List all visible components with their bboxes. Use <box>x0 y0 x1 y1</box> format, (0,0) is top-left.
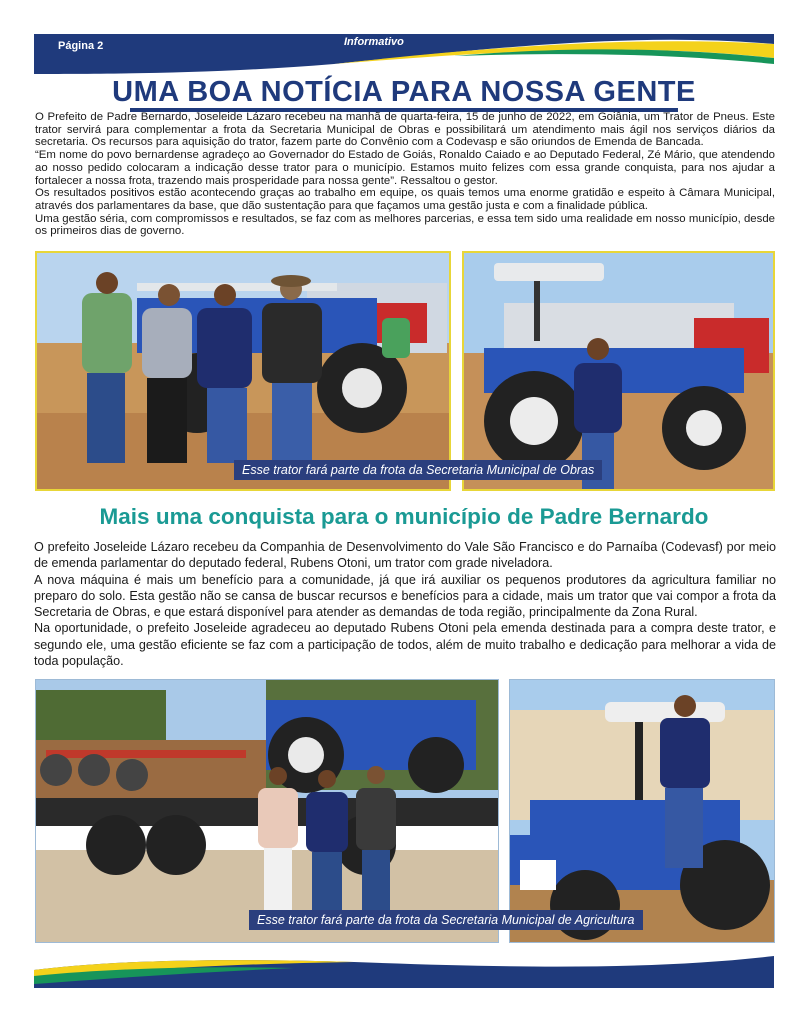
newsletter-title: Informativo <box>344 36 404 48</box>
article2-paragraph: O prefeito Joseleide Lázaro recebeu da Companhia de Desenvolvimento do Vale São Francisco e do Parnaíba (Codevasf) por meio de emenda parlamentar do deputado federal, Rubens Otoni, um trator com grade niveladora. <box>34 540 776 571</box>
article1-paragraph: Os resultados positivos estão acontecendo graças ao trabalho em equipe, os quais temos uma enorme gratidão e espeito à Câmara Municipal, através dos parlamentares da base, que dão sustentação para que façamos uma gestão justa e com a finalidade pública. <box>35 187 775 212</box>
article2-body <box>34 539 776 669</box>
article2-paragraph: Na oportunidade, o prefeito Joseleide agradeceu ao deputado Rubens Otoni pela emenda destinada para a compra deste trator, e segundo ele, uma gestão eficiente se faz com a participação de todos, além de muito trabalho e dedicação para melhorar a vida de toda população. <box>34 621 776 669</box>
article1-body <box>35 111 775 238</box>
article1-title: UMA BOA NOTÍCIA PARA NOSSA GENTE <box>112 76 696 108</box>
article1-paragraph: Uma gestão séria, com compromissos e resultados, se faz com as melhores parcerias, e essa tem sido uma realidade em nosso município, desde os primeiros dias de governo. <box>35 212 775 238</box>
photo-caption: Esse trator fará parte da frota da Secretaria Municipal de Obras <box>234 460 602 480</box>
article1-paragraph: O Prefeito de Padre Bernardo, Joseleide Lázaro recebeu na manhã de quarta-feira, 15 de junho de 2022, em Goiânia, um Trator de Pneus. Este trator servirá para complementar a frota da Secretaria Municipal de Obras e possibilitará um atendimento mais ágil nos serviços diários da secretaria. Os recursos para aquisição do trator, fazem parte do Convênio com a Codevasp e são oriundos de Emenda de Bancada. <box>35 111 775 149</box>
article1-paragraph: “Em nome do povo bernardense agradeço ao Governador do Estado de Goiás, Ronaldo Caiado e ao Deputado Federal, Zé Mário, que atendendo ao nosso pedido colocaram a indicação desse trator para o município. Estamos muito felizes com essa grande conquista, para nos ajudar a fortalecer a nossa frota, trazendo mais prosperidade para nossa gente”. Ressaltou o gestor. <box>35 149 775 187</box>
footer-swoosh-graphic <box>34 956 774 988</box>
header-swoosh-graphic <box>34 34 774 74</box>
article2-paragraph: A nova máquina é mais um benefício para a comunidade, já que irá auxiliar os pequenos produtores da agricultura familiar no preparo do solo. Esta gestão não se cansa de buscar recursos e benefícios para a cidade, mais um trator que vai compor a frota da Secretaria de Obras, e que estará disponível para atender as demandas de toda região, principalmente da Zona Rural. <box>34 572 776 620</box>
photo-caption: Esse trator fará parte da frota da Secretaria Municipal de Agricultura <box>249 910 643 930</box>
page-number: Página 2 <box>58 40 104 52</box>
footer-banner <box>34 956 774 988</box>
mayor-tractor-photo <box>462 251 775 491</box>
truck-tractor-photo <box>35 679 499 943</box>
header-banner <box>34 34 774 74</box>
article2-title: Mais uma conquista para o município de Padre Bernardo <box>99 504 709 529</box>
mayor-on-tractor-photo <box>509 679 775 943</box>
tractor-group-photo <box>35 251 451 491</box>
